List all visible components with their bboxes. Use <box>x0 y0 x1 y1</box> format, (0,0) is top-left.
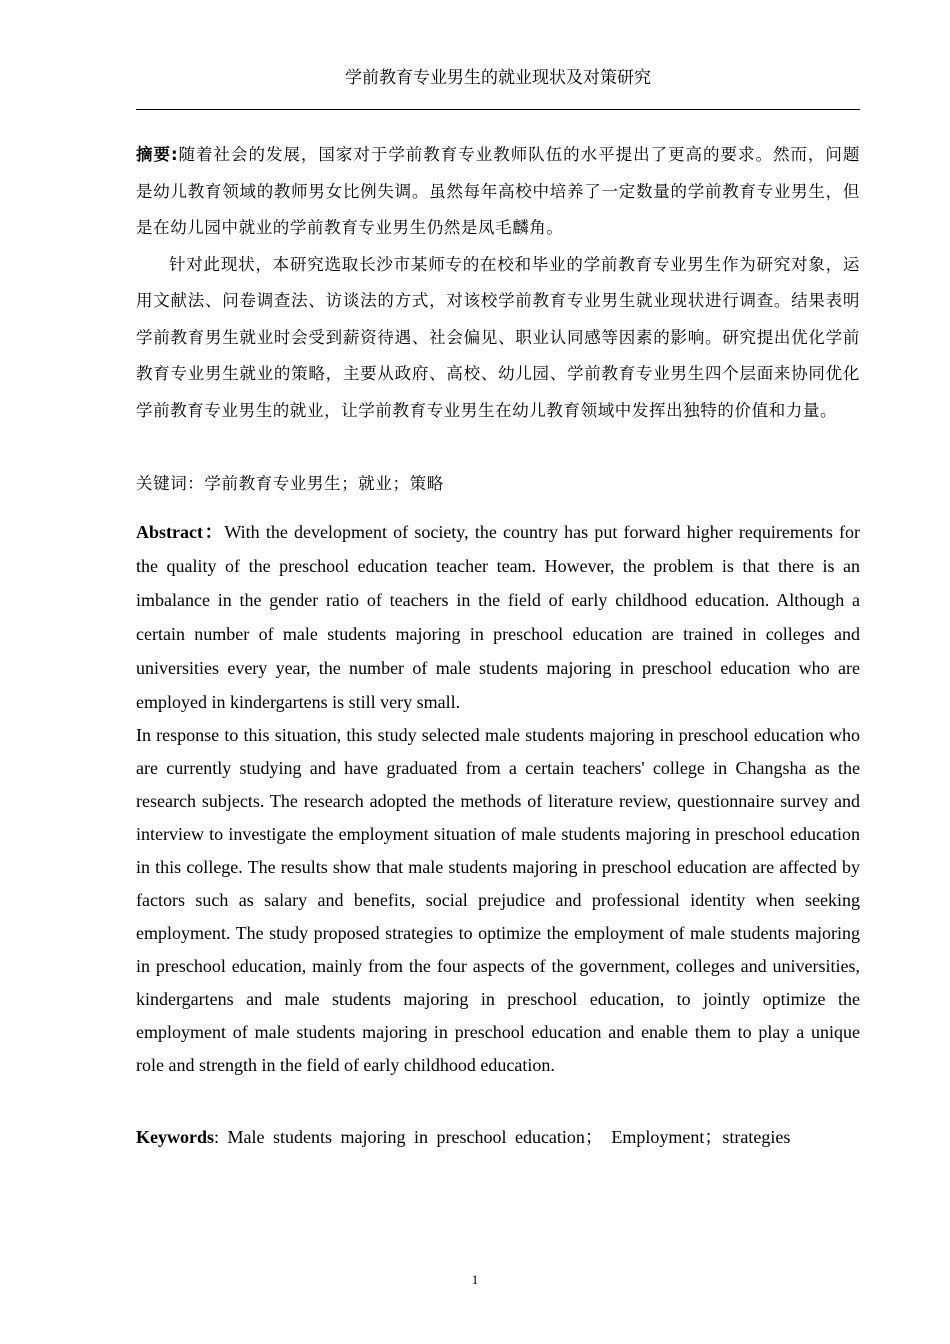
english-keywords <box>136 1121 860 1154</box>
english-abstract-text-1: With the development of society, the country has put forward higher requirements for the quality of the preschool education teacher team. However, the problem is that there is an imbalance in the gender ratio of teachers in the field of early childhood education. Although a certain number of male students majoring in preschool education are trained in colleges and universities every year, the number of male students majoring in preschool education who are employed in kindergartens is still very small. <box>136 522 861 712</box>
chinese-keywords-text: 学前教育专业男生；就业；策略 <box>204 474 444 493</box>
english-abstract-paragraph-1 <box>136 515 860 719</box>
chinese-abstract-paragraph-2: 针对此现状，本研究选取长沙市某师专的在校和毕业的学前教育专业男生作为研究对象，运用文献法、问卷调查法、访谈法的方式，对该校学前教育专业男生就业现状进行调查。结果表明学前教育男生就业时会受到薪资待遇、社会偏见、职业认同感等因素的影响。研究提出优化学前教育专业男生就业的策略，主要从政府、高校、幼儿园、学前教育专业男生四个层面来协同优化学前教育专业男生的就业，让学前教育专业男生在幼儿教育领域中发挥出独特的价值和力量。 <box>136 254 860 420</box>
running-header-title: 学前教育专业男生的就业现状及对策研究 <box>345 68 651 88</box>
english-abstract-label: Abstract： <box>136 522 225 542</box>
chinese-keywords <box>136 466 860 502</box>
english-keywords-label: Keywords <box>136 1127 214 1147</box>
page-number: 1 <box>471 1272 479 1287</box>
english-abstract <box>136 515 860 1082</box>
chinese-abstract-text-1: 随着社会的发展，国家对于学前教育专业教师队伍的水平提出了更高的要求。然而，问题是幼儿教育领域的教师男女比例失调。虽然每年高校中培养了一定数量的学前教育专业男生，但是在幼儿园中就业的学前教育专业男生仍然是凤毛麟角。 <box>136 145 860 237</box>
chinese-abstract-label: 摘要: <box>136 145 179 164</box>
english-abstract-paragraph-2: In response to this situation, this study selected male students majoring in preschool education who are currently studying and have graduated from a certain teachers' college in Changsha as the research subjects. The research adopted the methods of literature review, questionnaire survey and interview to investigate the employment situation of male students majoring in preschool education in this college. The results show that male students majoring in preschool education are affected by factors such as salary and benefits, social prejudice and professional identity when seeking employment. The study proposed strategies to optimize the employment of male students majoring in preschool education, mainly from the four aspects of the government, colleges and universities, kindergartens and male students majoring in preschool education, to jointly optimize the employment of male students majoring in preschool education and enable them to play a unique role and strength in the field of early childhood education. <box>136 725 860 1075</box>
chinese-abstract <box>136 137 860 429</box>
chinese-abstract-paragraph-1 <box>136 137 860 247</box>
english-keywords-text: : Male students majoring in preschool education； Employment；strategies <box>214 1127 791 1147</box>
chinese-keywords-label: 关键词： <box>136 474 205 493</box>
header-divider <box>136 109 860 110</box>
